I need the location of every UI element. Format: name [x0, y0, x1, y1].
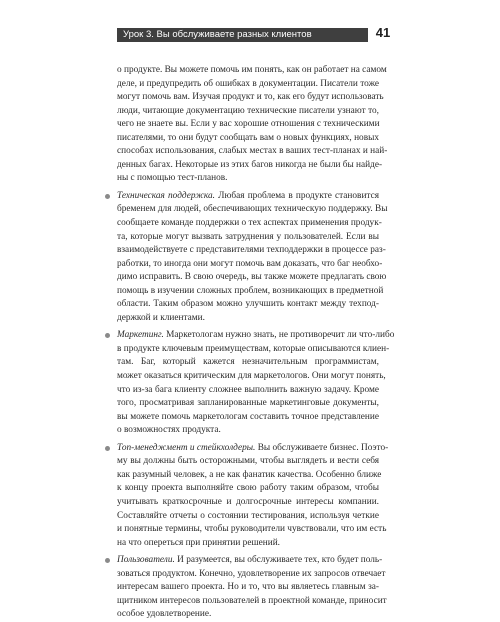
- text-line: Маркетинг. Маркетологам нужно знать, не противоречит ли что-либо: [117, 330, 395, 341]
- text-line: Составляйте отчеты о состоянии тестирования, используя четкие: [117, 510, 379, 521]
- text-line: сообщаете команде поддержки о тех аспектах применения продук-: [117, 218, 382, 229]
- text-line: зоваться продуктом. Конечно, удовлетворение их запросов отвечает: [117, 568, 386, 579]
- text-line: та, которые могут вызвать затруднения у пользователей. Если вы: [117, 231, 379, 242]
- text-line: Топ-менеджмент и стейкхолдеры. Вы обслуживаете бизнес. Поэто-: [117, 442, 389, 453]
- text-line: Пользователи. И разумеется, вы обслуживаете тех, кто будет поль-: [117, 555, 383, 566]
- page-number: 41: [375, 25, 391, 40]
- bullet-term: Топ-менеджмент и стейкхолдеры.: [117, 442, 256, 453]
- text-line: к концу проекта выполняйте свою работу таким образом, чтобы: [117, 483, 379, 494]
- text-line: особое удовлетворение.: [117, 609, 212, 620]
- text-line: щитником интересов пользователей в проектной команде, приносит: [117, 595, 387, 606]
- bullet-icon: [105, 446, 110, 451]
- text-line: могут помочь вам. Изучая продукт и то, как его будут использовать: [117, 92, 384, 103]
- text-line: о возможностях продукта.: [117, 425, 221, 436]
- text-line: на что опереться при принятии решений.: [117, 537, 280, 548]
- body-text: [117, 64, 395, 622]
- bullet-icon: [105, 333, 110, 338]
- text-line: люди, читающие документацию технические писатели узнают то,: [117, 105, 379, 116]
- text-line: взаимодействуете с представителями техподдержки в процессе раз-: [117, 245, 386, 256]
- text-line: и понятные термины, чтобы руководители чувствовали, что им есть: [117, 524, 387, 535]
- text-line: помощь в изучении сложных проблем, возникающих в предметной: [117, 285, 384, 296]
- text-line: как разумный человек, а не как фанатик качества. Особенно ближе: [117, 469, 382, 480]
- text-line: в продукте ключевым преимуществам, которые описываются клиен-: [117, 343, 390, 354]
- text-line: интересам вашего проекта. Но и то, что вы являетесь главным за-: [117, 582, 379, 593]
- bullet-icon: [105, 558, 110, 563]
- text-line: му вы должны быть осторожными, чтобы выглядеть и вести себя: [117, 456, 379, 467]
- bullet-item-marketing: [117, 329, 395, 437]
- text-line: димо исправить. В свою очередь, вы также можете предлагать свою: [117, 272, 387, 283]
- text-line: чего не знаете вы. Если у вас хорошие отношения с техническими: [117, 119, 380, 130]
- text-line: учитывать краткосрочные и долгосрочные интересы компании.: [117, 496, 379, 507]
- bullet-item-management: [117, 442, 389, 550]
- text-line: того, просматривая запланированные маркетинговые документы,: [117, 398, 379, 409]
- text-line: денных багах. Некоторые из этих багов никогда не были бы найде-: [117, 159, 383, 170]
- text-line: деле, и предупредить об ошибках в документации. Писатели тоже: [117, 78, 379, 89]
- text-line: о продукте. Вы можете помочь им понять, как он работает на самом: [117, 65, 387, 75]
- text-line: области. Таким образом можно улучшить контакт между техпод-: [117, 299, 379, 310]
- bullet-item-support: [117, 190, 388, 325]
- text-line: способах использования, слабых местах в ваших тест-планах и най-: [117, 146, 388, 157]
- text-line: там. Баг, который кажется незначительным программистам,: [117, 357, 379, 368]
- text-line: работки, то иногда они могут помочь вам доказать, что баг необхо-: [117, 258, 383, 269]
- bullet-term: Пользователи.: [117, 555, 175, 566]
- text-line: может оказаться критическим для маркетологов. Они могут понять,: [117, 371, 386, 382]
- bullet-term: Техническая поддержка.: [117, 190, 216, 201]
- text-line: бременем для людей, обеспечивающих техническую поддержку. Вы: [117, 204, 388, 215]
- text-line: вы можете помочь маркетологам составить точное представление: [117, 411, 379, 422]
- running-header-title: Урок 3. Вы обслуживаете разных клиентов: [123, 29, 312, 40]
- text-line: держкой и клиентами.: [117, 312, 205, 323]
- text-line: ны с помощью тест-планов.: [117, 173, 228, 184]
- bullet-icon: [105, 194, 110, 199]
- bullet-item-users: [117, 554, 387, 622]
- text-line: писателями, то они будут сообщать вам о новых функциях, новых: [117, 132, 379, 143]
- text-line: что из-за бага клиенту сложнее выполнить важную задачу. Кроме: [117, 384, 379, 395]
- bullet-term: Маркетинг.: [117, 330, 164, 341]
- intro-paragraph: [117, 64, 388, 186]
- text-line: Техническая поддержка. Любая проблема в продукте становится: [117, 190, 379, 201]
